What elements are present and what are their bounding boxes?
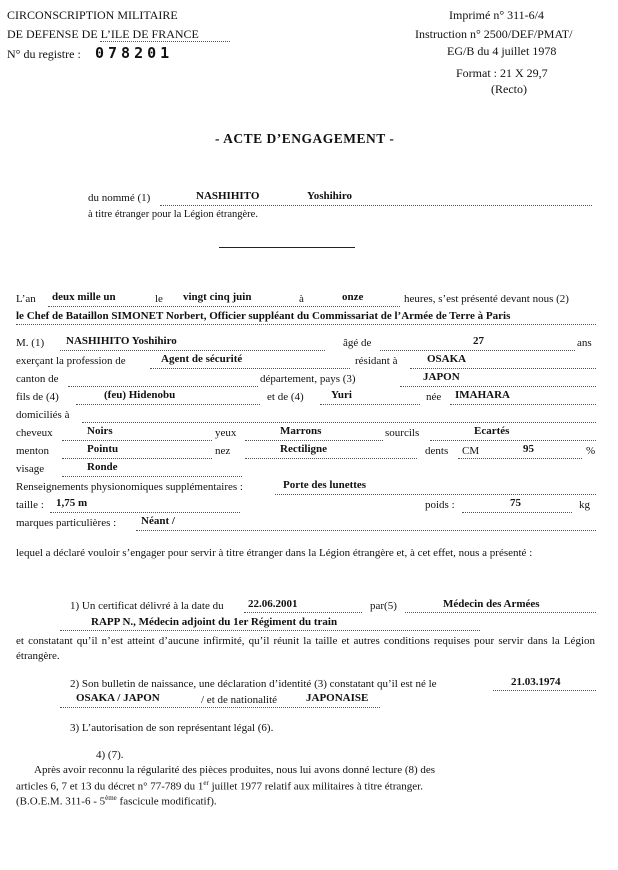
- intro-nom: NASHIHITO: [196, 190, 260, 202]
- canton-label: canton de: [16, 373, 59, 385]
- item2-dotline: [60, 707, 380, 708]
- officier-dotline: [16, 324, 596, 325]
- domicilies-dotline: [82, 422, 596, 423]
- header-recto: (Recto): [491, 82, 527, 96]
- annee-value: deux mille un: [52, 291, 116, 303]
- header-defense: DE DEFENSE DE L’ILE DE FRANCE: [7, 27, 199, 41]
- visage-label: visage: [16, 463, 45, 475]
- nez-dotline: [245, 458, 417, 459]
- lequel-paragraph: lequel a déclaré vouloir s’engager pour servir à titre étranger dans la Légion étrangère et, à cet effet, nous a présenté :: [16, 547, 533, 559]
- item2-prefix: 2) Son bulletin de naissance, une déclaration d’identité (3) constatant qu’il est né le: [70, 678, 437, 690]
- intro-prenom: Yoshihiro: [307, 190, 353, 202]
- profession-label: exerçant la profession de: [16, 355, 126, 367]
- residence-value: OSAKA: [427, 353, 467, 365]
- intro-line2: à titre étranger pour la Légion étrangère.: [88, 209, 258, 220]
- header-circonscription: CIRCONSCRIPTION MILITAIRE: [7, 8, 178, 22]
- taille-label: taille :: [16, 499, 44, 511]
- marques-value: Néant /: [141, 515, 175, 527]
- intro-dotline: [160, 205, 592, 206]
- pere-dotline: [76, 404, 260, 405]
- menton-dotline: [62, 458, 212, 459]
- item1-par: par(5): [370, 600, 397, 612]
- apres-line2: [16, 779, 423, 793]
- visage-dotline: [62, 476, 242, 477]
- item2-mid: / et de nationalité: [201, 694, 278, 706]
- heures-text: heures, s’est présenté devant nous (2): [404, 293, 569, 305]
- heure-value: onze: [342, 291, 364, 303]
- domicilies-label: domiciliés à: [16, 409, 70, 421]
- dents-value: 95: [523, 443, 534, 455]
- mere-dotline: [320, 404, 420, 405]
- nez-label: nez: [215, 445, 231, 457]
- item1-date: 22.06.2001: [248, 598, 298, 610]
- menton-value: Pointu: [87, 443, 119, 455]
- separator-line: [219, 247, 355, 248]
- renseignements-value: Porte des lunettes: [283, 479, 367, 491]
- m-dotline: [60, 350, 325, 351]
- nee-value: IMAHARA: [455, 389, 510, 401]
- visage-value: Ronde: [87, 461, 118, 473]
- fils-label: fils de (4): [16, 391, 59, 403]
- item1-medecin-dotline: [405, 612, 596, 613]
- item1-text: et constatant qu’il n’est atteint d’aucune infirmité, qu’il réunit la taille et autres conditions requises pour servir dans la Légion étrangère.: [16, 635, 595, 662]
- marques-dotline: [136, 530, 596, 531]
- age-label: âgé de: [343, 337, 372, 349]
- du-nomme-label: du nommé (1): [88, 192, 151, 204]
- item2-lieu: OSAKA / JAPON: [76, 692, 160, 704]
- apres-line2a: articles 6, 7 et 13 du décret n° 77-789 du 1: [16, 780, 204, 793]
- item4-text: 4) (7).: [96, 749, 124, 761]
- item2-date: 21.03.1974: [511, 676, 561, 688]
- item1-rapp-dotline: [60, 630, 480, 631]
- canton-dotline: [68, 386, 258, 387]
- nee-label: née: [426, 391, 442, 403]
- residant-label: résidant à: [355, 355, 398, 367]
- item1-medecin: Médecin des Armées: [443, 598, 540, 610]
- sourcils-value: Ecartés: [474, 425, 510, 437]
- apres-line3-sup: ème: [105, 794, 117, 802]
- poids-label: poids :: [425, 499, 455, 511]
- pays-value: JAPON: [423, 371, 460, 383]
- dents-label: dents: [425, 445, 449, 457]
- dents-cm: CM: [462, 445, 480, 457]
- et-de-label: et de (4): [267, 391, 304, 403]
- m-label: M. (1): [16, 337, 45, 349]
- registre-label: N° du registre :: [7, 47, 81, 61]
- cheveux-label: cheveux: [16, 427, 53, 439]
- cheveux-value: Noirs: [87, 425, 113, 437]
- residence-dotline: [410, 368, 596, 369]
- page-title: - ACTE D’ENGAGEMENT -: [215, 131, 395, 146]
- pere-value: (feu) Hidenobu: [104, 389, 176, 401]
- cheveux-dotline: [62, 440, 212, 441]
- renseignements-dotline: [275, 494, 596, 495]
- renseignements-label: Renseignements physionomiques supplémentaires :: [16, 481, 243, 493]
- sourcils-label: sourcils: [385, 427, 420, 439]
- sourcils-dotline: [430, 440, 596, 441]
- ans-label: ans: [577, 337, 592, 349]
- profession-value: Agent de sécurité: [161, 353, 243, 365]
- item3-text: 3) L’autorisation de son représentant légal (6).: [70, 722, 274, 734]
- departement-label: département, pays (3): [260, 373, 356, 385]
- apres-line3a: (B.O.E.M. 311-6 - 5: [16, 795, 106, 808]
- nee-dotline: [450, 404, 596, 405]
- header-date: EG/B du 4 juillet 1978: [447, 44, 557, 58]
- taille-value: 1,75 m: [56, 497, 88, 509]
- poids-dotline: [462, 512, 572, 513]
- age-value: 27: [473, 335, 484, 347]
- le-label: le: [155, 293, 163, 305]
- item1-rapp: RAPP N., Médecin adjoint du 1er Régiment du train: [91, 616, 338, 628]
- apres-line3b: fascicule modificatif).: [116, 795, 217, 808]
- nez-value: Rectiligne: [280, 443, 328, 455]
- header-format: Format : 21 X 29,7: [456, 66, 548, 80]
- item2-date-dotline: [493, 690, 596, 691]
- yeux-label: yeux: [215, 427, 237, 439]
- marques-label: marques particulières :: [16, 517, 117, 529]
- lan-dotline: [48, 306, 400, 307]
- poids-value: 75: [510, 497, 521, 509]
- age-dotline: [380, 350, 575, 351]
- yeux-value: Marrons: [280, 425, 322, 437]
- header-imprime: Imprimé n° 311-6/4: [449, 8, 545, 22]
- apres-line2b: juillet 1977 relatif aux militaires à titre étranger.: [208, 780, 423, 793]
- lan-label: L’an: [16, 293, 36, 305]
- mere-value: Yuri: [331, 389, 352, 401]
- header-instruction: Instruction n° 2500/DEF/PMAT/: [415, 27, 573, 41]
- yeux-dotline: [245, 440, 383, 441]
- apres-line1: Après avoir reconnu la régularité des pièces produites, nous lui avons donné lecture (8) des: [34, 764, 436, 776]
- item1-date-dotline: [244, 612, 362, 613]
- kg-label: kg: [579, 499, 590, 511]
- jour-value: vingt cinq juin: [183, 291, 252, 303]
- registre-number: 078201: [95, 44, 174, 62]
- taille-dotline: [50, 512, 240, 513]
- pct-label: %: [586, 445, 596, 457]
- header-underline: [100, 41, 230, 42]
- dents-dotline: [458, 458, 582, 459]
- m-nom: NASHIHITO Yoshihiro: [66, 335, 177, 347]
- a-label: à: [299, 293, 304, 305]
- item2-nationalite: JAPONAISE: [306, 692, 369, 704]
- pays-dotline: [400, 386, 596, 387]
- profession-dotline: [150, 368, 350, 369]
- apres-line3: [16, 794, 217, 808]
- officier-value: le Chef de Bataillon SIMONET Norbert, Officier suppléant du Commissariat de l’Armée de Terre à Paris: [16, 310, 511, 322]
- item1-prefix: 1) Un certificat délivré à la date du: [70, 600, 224, 612]
- apres-line2-sup: er: [203, 779, 209, 787]
- menton-label: menton: [16, 445, 49, 457]
